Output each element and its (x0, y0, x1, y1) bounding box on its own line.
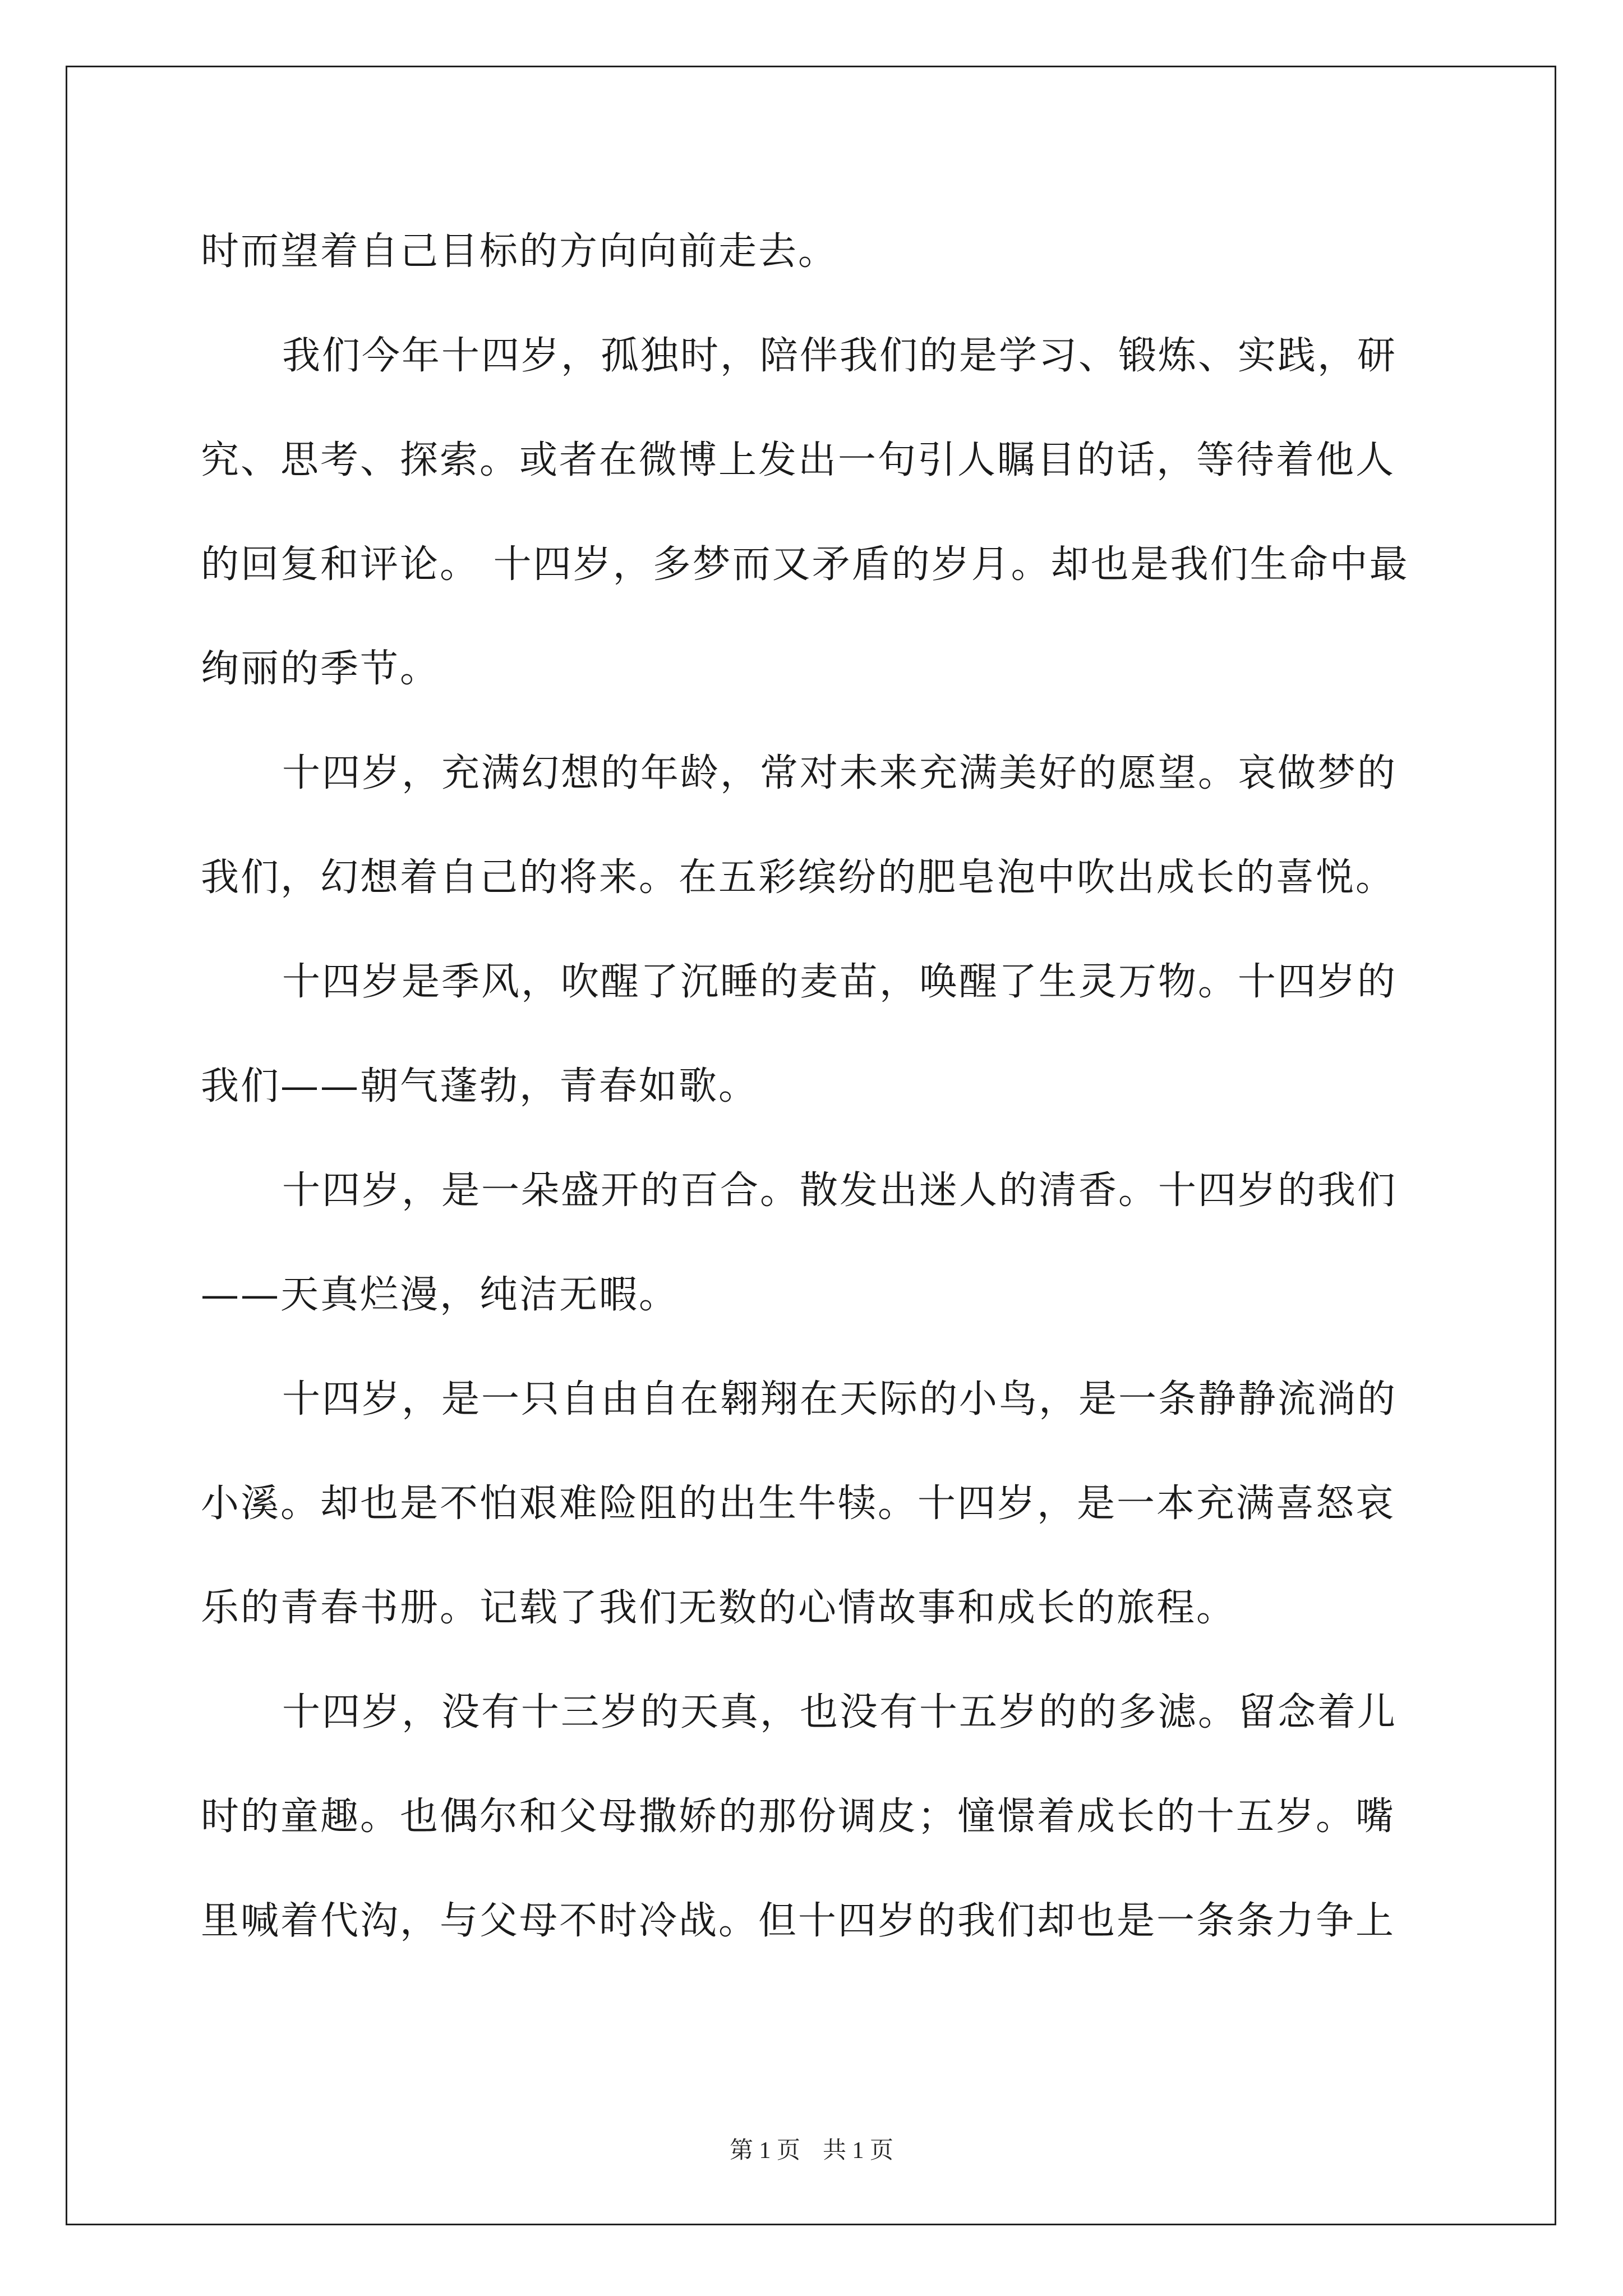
total-pages-label: 共 1 页 (823, 2138, 894, 2164)
page-footer (0, 2132, 1623, 2165)
text-line: 我们今年十四岁，孤独时，陪伴我们的是学习、锻炼、实践，研 (282, 334, 1398, 378)
text-line: 时的童趣。也偶尔和父母撒娇的那份调皮；憧憬着成长的十五岁。嘴 (201, 1795, 1396, 1839)
text-line: 我们——朝气蓬勃，青春如歌。 (201, 1064, 759, 1108)
text-line: 十四岁，是一朵盛开的百合。散发出迷人的清香。十四岁的我们 (282, 1168, 1398, 1213)
text-line: ——天真烂漫，纯洁无暇。 (201, 1273, 679, 1317)
current-page-label: 第 1 页 (729, 2138, 800, 2164)
text-line: 时而望着自己目标的方向向前走去。 (201, 229, 838, 274)
text-line: 小溪。却也是不怕艰难险阻的出生牛犊。十四岁，是一本充满喜怒哀 (201, 1481, 1396, 1526)
text-line: 究、思考、探索。或者在微博上发出一句引人瞩目的话，等待着他人 (201, 438, 1396, 482)
text-line: 十四岁，是一只自由自在翱翔在天际的小鸟，是一条静静流淌的 (282, 1377, 1398, 1421)
text-line: 十四岁，没有十三岁的天真，也没有十五岁的的多滤。留念着儿 (282, 1690, 1398, 1734)
text-line: 十四岁，充满幻想的年龄，常对未来充满美好的愿望。哀做梦的 (282, 751, 1398, 795)
document-body (201, 200, 1435, 1973)
text-line: 里喊着代沟，与父母不时冷战。但十四岁的我们却也是一条条力争上 (201, 1899, 1396, 1943)
text-line: 十四岁是季风，吹醒了沉睡的麦苗，唤醒了生灵万物。十四岁的 (282, 960, 1398, 1004)
text-line: 乐的青春书册。记载了我们无数的心情故事和成长的旅程。 (201, 1586, 1237, 1630)
text-line: 绚丽的季节。 (201, 647, 440, 691)
text-line: 我们，幻想着自己的将来。在五彩缤纷的肥皂泡中吹出成长的喜悦。 (201, 855, 1396, 900)
text-line: 的回复和评论。 十四岁，多梦而又矛盾的岁月。却也是我们生命中最 (201, 542, 1409, 587)
